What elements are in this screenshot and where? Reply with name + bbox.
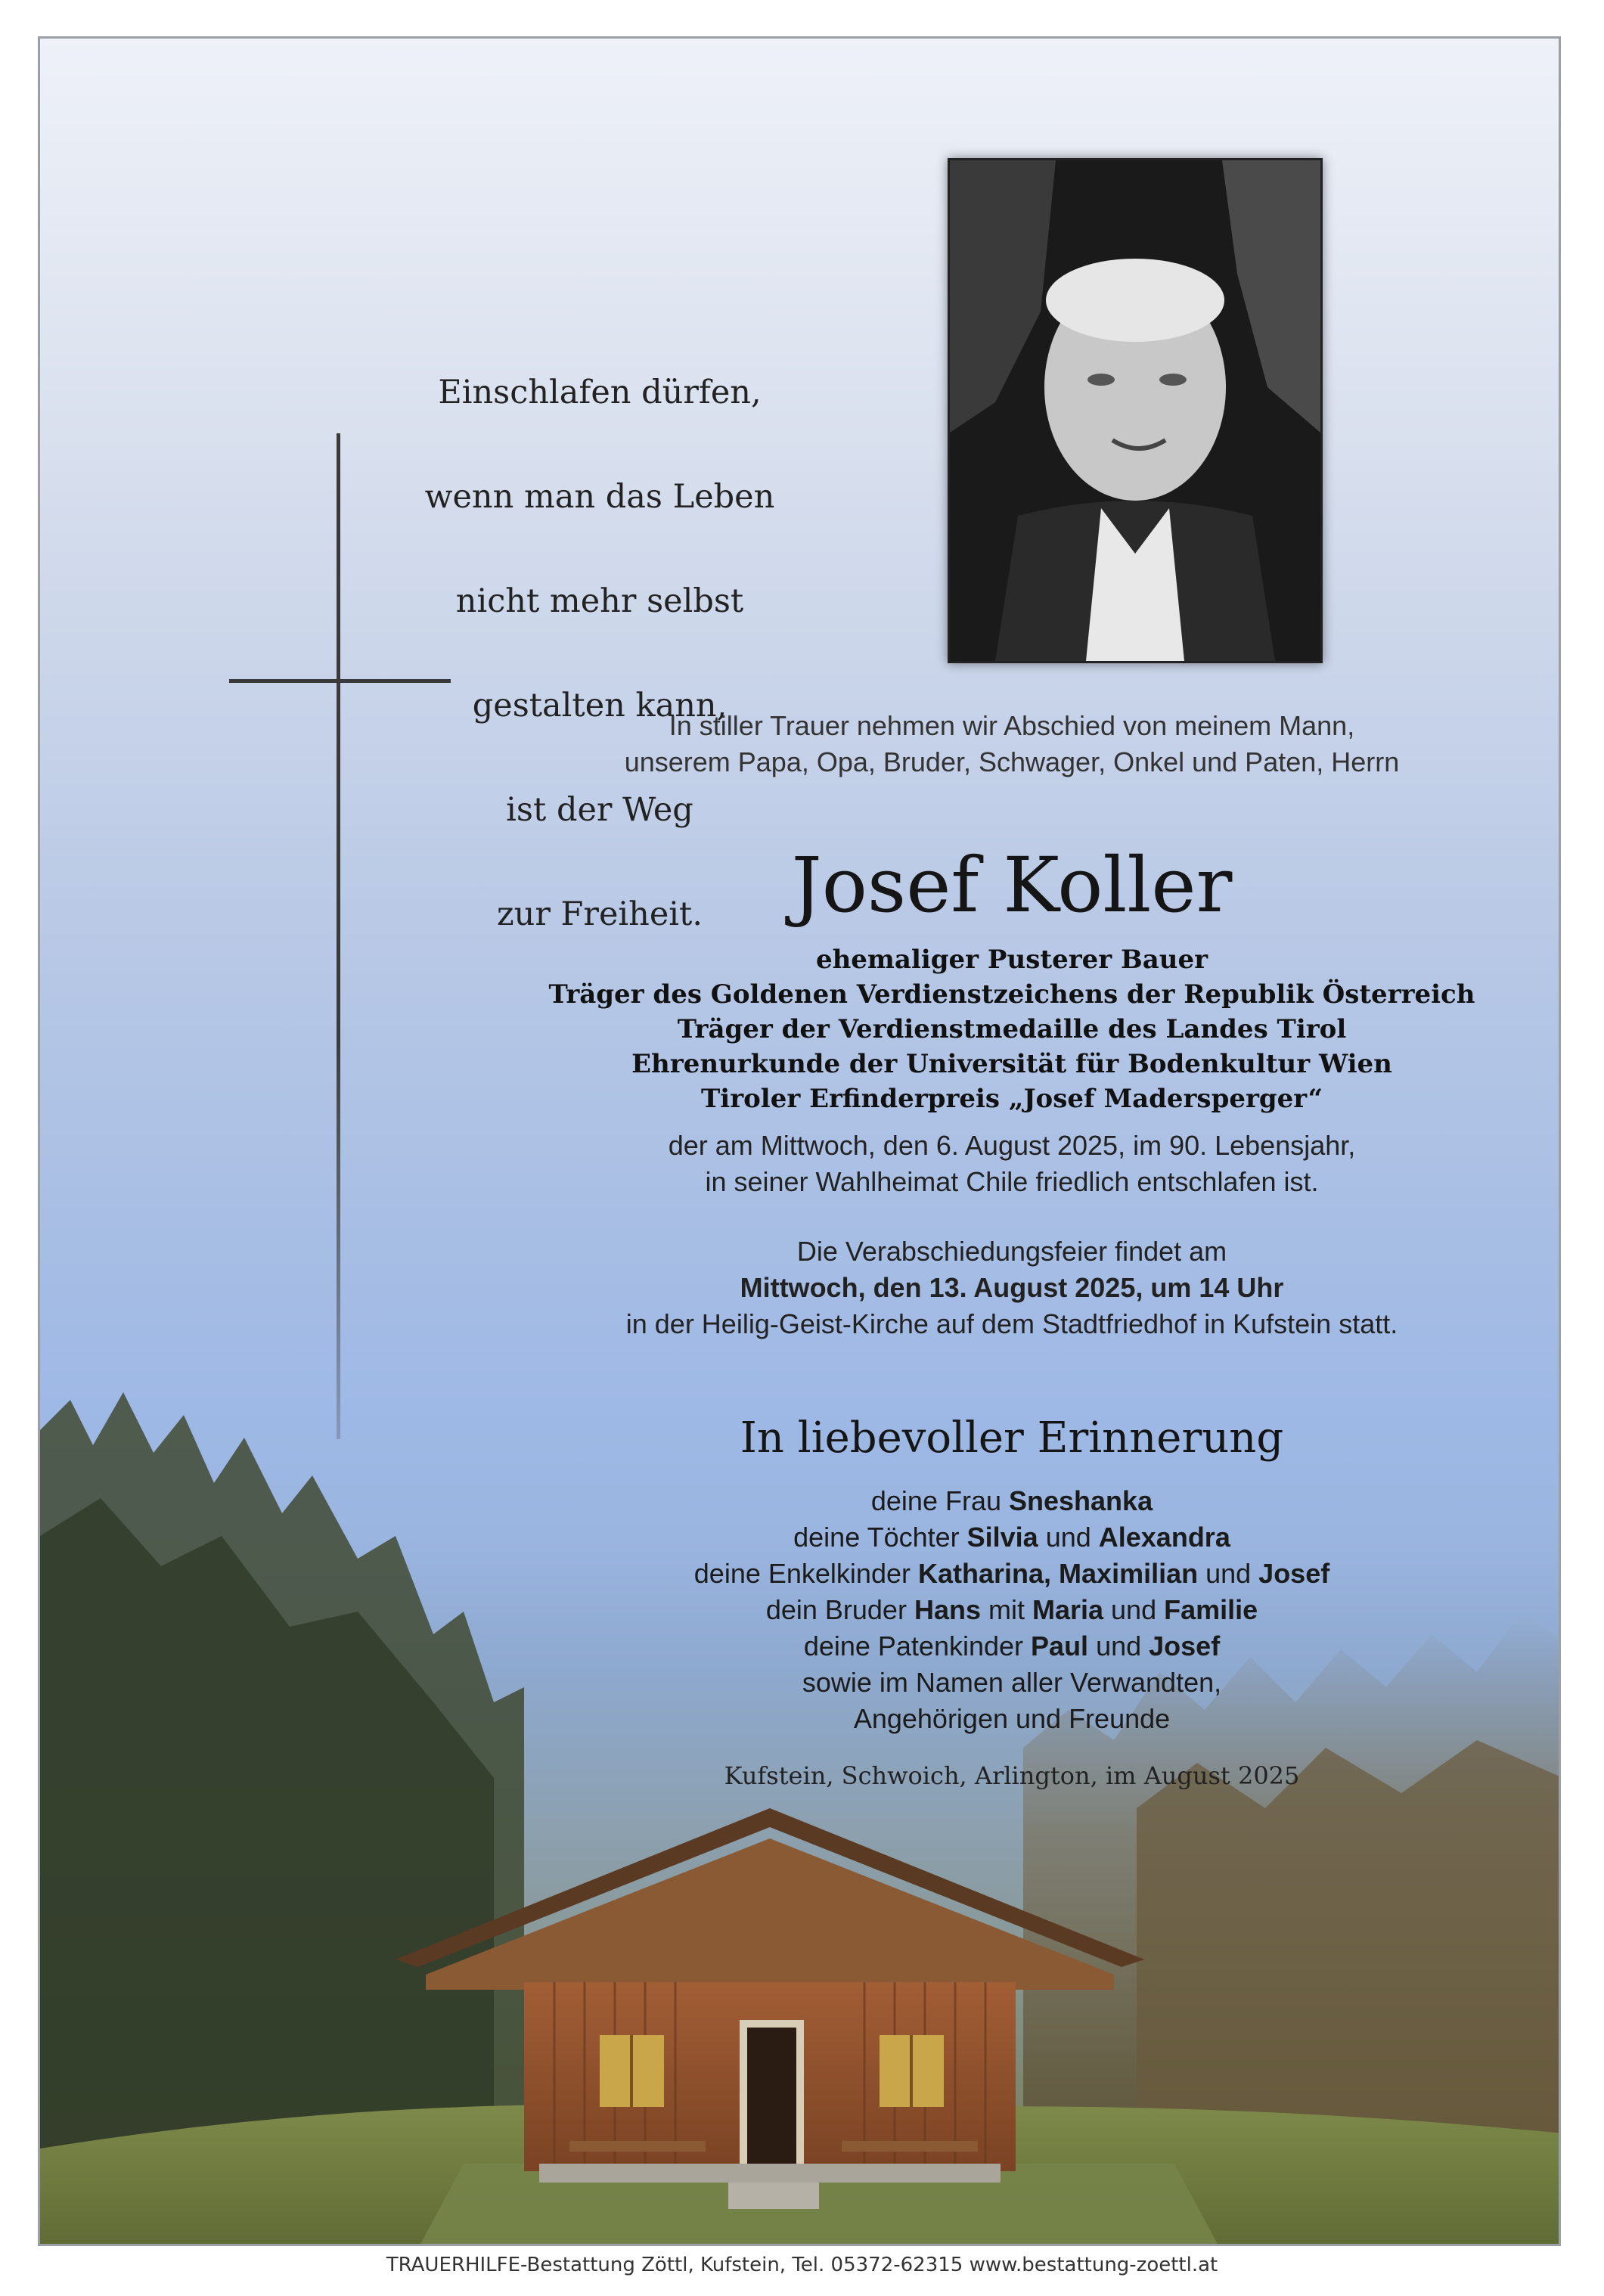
family-member-name: Hans <box>914 1594 981 1625</box>
funeral-home-footer: TRAUERHILFE-Bestattung Zöttl, Kufstein, Tel. 05372-62315 www.bestattung-zoettl.at <box>386 2254 1218 2276</box>
honor-line: Tiroler Erfinderpreis „Josef Madersperger“ <box>700 1084 1323 1114</box>
family-connector: und <box>1103 1594 1165 1625</box>
ceremony-info <box>509 1233 1515 1342</box>
death-line: der am Mittwoch, den 6. August 2025, im 90. Lebensjahr, <box>668 1130 1356 1161</box>
family-member-name: Josef <box>1258 1558 1330 1589</box>
cross-vertical-bar <box>337 433 340 1439</box>
family-member-name: Katharina, Maximilian <box>917 1558 1199 1589</box>
family-list <box>509 1483 1515 1737</box>
family-member-name: Sneshanka <box>1009 1485 1153 1516</box>
honor-line: Träger des Goldenen Verdienstzeichens der Republik Österreich <box>548 979 1475 1010</box>
family-line <box>509 1519 1515 1556</box>
family-member-name: Paul <box>1031 1630 1089 1661</box>
intro-line: In stiller Trauer nehmen wir Abschied von meinem Mann, <box>669 710 1355 741</box>
family-connector: und <box>1198 1558 1259 1589</box>
obituary-card <box>38 36 1561 2246</box>
family-member-name: Familie <box>1164 1594 1258 1625</box>
memory-heading: In liebevoller Erinnerung <box>740 1413 1284 1463</box>
quote-line: nicht mehr selbst <box>455 582 744 620</box>
family-line <box>509 1592 1515 1628</box>
quote-line: wenn man das Leben <box>424 478 775 516</box>
honors-list <box>509 942 1515 1116</box>
ceremony-location: in der Heilig-Geist-Kirche auf dem Stadtfriedhof in Kufstein statt. <box>625 1308 1398 1339</box>
family-connector: und <box>1088 1630 1149 1661</box>
family-member-name: Alexandra <box>1098 1522 1230 1553</box>
intro-line: unserem Papa, Opa, Bruder, Schwager, Onkel und Paten, Herrn <box>624 746 1400 777</box>
family-connector: und <box>1038 1522 1099 1553</box>
honor-line: ehemaliger Pusterer Bauer <box>815 945 1208 975</box>
honor-line: Ehrenurkunde der Universität für Bodenkultur Wien <box>631 1049 1392 1079</box>
family-line <box>509 1556 1515 1592</box>
place-date: Kufstein, Schwoich, Arlington, im August 2025 <box>724 1761 1300 1790</box>
family-relation: deine Frau <box>870 1485 1009 1516</box>
family-relation: dein Bruder <box>765 1594 914 1625</box>
family-line <box>509 1483 1515 1519</box>
family-member-name: Silvia <box>966 1522 1038 1553</box>
honor-line: Träger der Verdienstmedaille des Landes Tirol <box>677 1014 1347 1044</box>
family-closing-line: Angehörigen und Freunde <box>853 1703 1171 1734</box>
family-connector: mit <box>980 1594 1032 1625</box>
ceremony-line: Die Verabschiedungsfeier findet am <box>796 1236 1227 1267</box>
quote-line: Einschlafen dürfen, <box>438 374 762 411</box>
intro-text <box>509 708 1515 780</box>
family-relation: deine Enkelkinder <box>693 1558 918 1589</box>
ceremony-date: Mittwoch, den 13. August 2025, um 14 Uhr <box>740 1272 1284 1303</box>
deceased-name: Josef Koller <box>791 841 1233 929</box>
death-line: in seiner Wahlheimat Chile friedlich entschlafen ist. <box>705 1166 1319 1197</box>
portrait-photo <box>948 158 1323 663</box>
family-line <box>509 1628 1515 1665</box>
family-closing-line: sowie im Namen aller Verwandten, <box>802 1667 1222 1698</box>
family-relation: deine Patenkinder <box>803 1630 1032 1661</box>
quote-line: ist der Weg <box>506 791 693 829</box>
family-member-name: Josef <box>1149 1630 1221 1661</box>
death-notice <box>509 1128 1515 1200</box>
quote-line: zur Freiheit. <box>496 895 703 933</box>
quote-line: gestalten kann, <box>472 687 728 724</box>
portrait-illustration <box>950 160 1320 661</box>
family-member-name: Maria <box>1032 1594 1104 1625</box>
family-relation: deine Töchter <box>793 1522 967 1553</box>
